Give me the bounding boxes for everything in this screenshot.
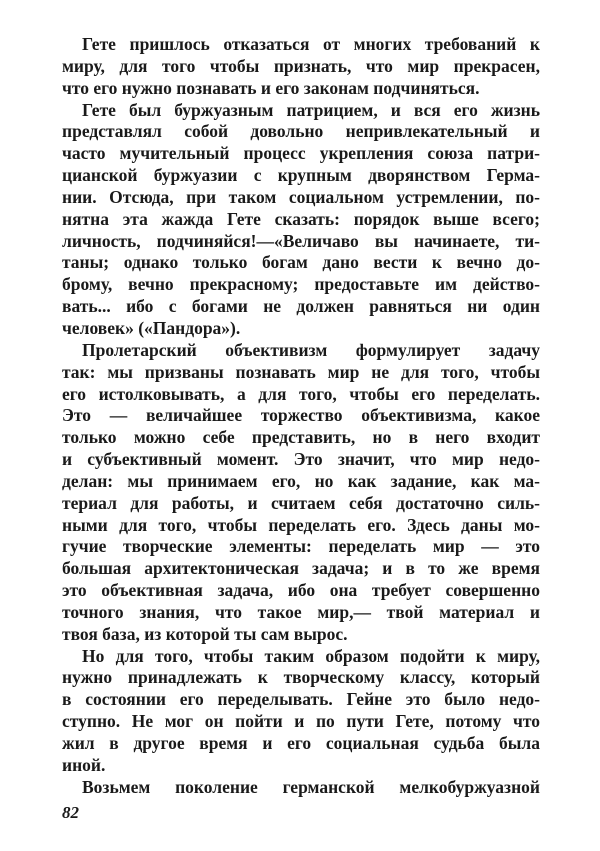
text-line: личность, подчиняйся!—«Величаво вы начинаете, ти- — [62, 230, 540, 251]
text-line: точного знания, что такое мир,— твой материал и — [62, 601, 540, 622]
text-line: гучие творческие элементы: переделать мир — это — [62, 536, 540, 557]
text-line: Это — величайшее торжество объективизма, какое — [62, 405, 540, 426]
text-line: таны; однако только богам дано вести к вечно до- — [62, 252, 540, 273]
text-line: Но для того, чтобы таким образом подойти к миру, — [82, 645, 540, 666]
text-line: в состоянии его переделывать. Гейне это было недо- — [62, 689, 540, 710]
text-line: и субъективный момент. Это значит, что мир недо- — [62, 449, 540, 470]
text-line: нужно принадлежать к творческому классу, который — [62, 667, 540, 688]
text-line: это объективная задача, ибо она требует совершенно — [62, 580, 540, 601]
text-line: ступно. Не мог он пойти и по пути Гете, потому что — [62, 711, 540, 732]
text-line: Возьмем поколение германской мелкобуржуазной — [82, 776, 540, 797]
page-body-text — [62, 34, 540, 799]
text-line: брому, вечно прекрасному; предоставьте им действо- — [62, 274, 540, 295]
text-line: цианской буржуазии с крупным дворянством Герма- — [62, 165, 540, 186]
text-line: представлял собой довольно непривлекательный и — [62, 121, 540, 142]
text-line: иной. — [62, 754, 106, 775]
text-line: что его нужно познавать и его законам подчиняться. — [62, 77, 480, 98]
text-line: Гете пришлось отказаться от многих требований к — [82, 34, 540, 54]
text-line: териал для работы, и считаем себя достаточно силь- — [62, 492, 540, 513]
page-number: 82 — [62, 803, 79, 822]
text-line: большая архитектоническая задача; и в то же время — [62, 558, 540, 579]
text-line: делан: мы принимаем его, но как задание, как ма- — [62, 470, 540, 491]
text-line: Гете был буржуазным патрицием, и вся его жизнь — [82, 99, 540, 120]
text-line: нии. Отсюда, при таком социальном устремлении, по- — [62, 186, 540, 207]
text-line: вать... ибо с богами не должен равняться ни один — [62, 296, 540, 317]
text-line: ными для того, чтобы переделать его. Здесь даны мо- — [62, 514, 540, 535]
text-line: нятна эта жажда Гете сказать: порядок выше всего; — [62, 208, 540, 229]
text-line: Пролетарский объективизм формулирует задачу — [82, 339, 540, 360]
text-line: только можно себе представить, но в него входит — [62, 427, 540, 448]
text-line: жил в другое время и его социальная судьба была — [62, 733, 540, 753]
text-line: так: мы призваны познавать мир не для того, чтобы — [62, 361, 540, 382]
text-line: его истолковывать, а для того, чтобы его переделать. — [62, 383, 540, 404]
text-line: твоя база, из которой ты сам вырос. — [62, 623, 348, 644]
text-line: часто мучительный процесс укрепления союза патри- — [62, 143, 540, 164]
text-line: миру, для того чтобы признать, что мир прекрасен, — [62, 55, 540, 76]
text-line: человек» («Пандора»). — [62, 317, 241, 338]
